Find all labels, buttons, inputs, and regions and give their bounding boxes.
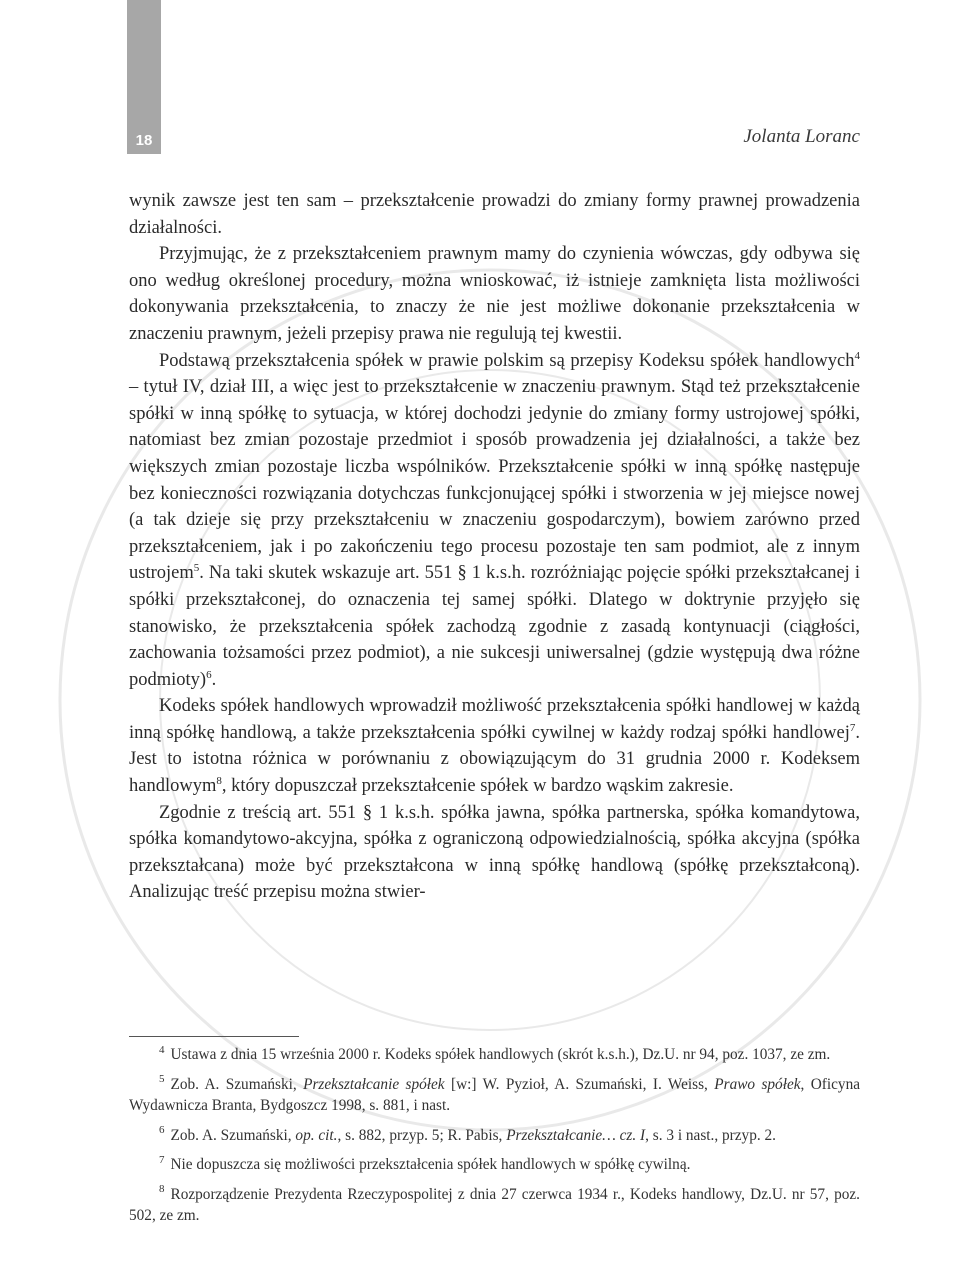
running-header-author: Jolanta Loranc	[743, 126, 860, 147]
footnote	[129, 1044, 860, 1066]
footnote-ref[interactable]: 6	[206, 668, 212, 681]
footnote-number: 8	[159, 1183, 165, 1196]
paragraph	[129, 693, 860, 799]
footnote-title: Przekształcanie spółek	[303, 1075, 445, 1093]
page-number: 18	[135, 132, 153, 149]
footnote-number: 5	[159, 1073, 165, 1086]
text-run: Podstawą przekształcenia spółek w prawie polskim są przepisy Kodeksu spółek handlowych	[159, 350, 855, 371]
main-text	[129, 188, 860, 906]
footnote-text: Zob. A. Szumański,	[170, 1075, 304, 1093]
footnote-number: 7	[159, 1153, 165, 1166]
text-run: .	[211, 669, 217, 690]
paragraph: Zgodnie z treścią art. 551 § 1 k.s.h. spółka jawna, spółka partnerska, spółka komandytowa, spółka komandytowo-akcyjna, spółka z ograniczoną odpowiedzialnością, spółka akcyjna (spółka przekształcana) może być przekształcona w inną spółkę handlową (spółkę przekształconą). Analizując treść przepisu można stwier-	[129, 802, 860, 903]
footnote-text: Ustawa z dnia 15 września 2000 r. Kodeks spółek handlowych (skrót k.s.h.), Dz.U. nr 94, poz. 1037, ze zm.	[170, 1046, 831, 1063]
paragraph: wynik zawsze jest ten sam – przekształcenie prowadzi do zmiany formy prawnej prowadzenia działalności.	[129, 191, 860, 238]
text-run: Kodeks spółek handlowych wprowadził możliwość przekształcenia spółki handlowej w każdą inną spółkę handlową, a także przekształcenia spółki cywilnej w każdy rodzaj spółki handlowej	[129, 696, 860, 743]
footnote-ref[interactable]: 4	[854, 349, 860, 362]
footnote-ref[interactable]: 8	[216, 774, 222, 787]
footnote-number: 6	[159, 1124, 165, 1137]
footnote-title: Przekształcanie… cz. I	[506, 1126, 646, 1144]
footnote	[129, 1184, 860, 1227]
text-run: . Jest to istotna różnica w porównaniu z obowiązującym do 31 grudnia 2000 r. Kodeksem handlowym	[129, 722, 860, 797]
footnote-text: , Oficyna Wydawnicza Branta, Bydgoszcz 1998, s. 881, i nast.	[129, 1075, 861, 1114]
footnote-text: [w:] W. Pyzioł, A. Szumański, I. Weiss,	[444, 1075, 715, 1093]
footnote-text: Zob. A. Szumański,	[170, 1126, 296, 1144]
footnote-text: Nie dopuszcza się możliwości przekształcenia spółek handlowych w spółkę cywilną.	[170, 1156, 691, 1173]
footnote-number: 4	[159, 1043, 165, 1056]
footnote	[129, 1154, 860, 1176]
footnote-title: op. cit.	[295, 1126, 338, 1144]
text-run: , który dopuszczał przekształcenie spółek w bardzo wąskim zakresie.	[221, 776, 734, 797]
footnote-divider	[129, 1036, 299, 1037]
footnote-ref[interactable]: 7	[849, 721, 856, 734]
footnotes	[129, 1044, 860, 1235]
footnote-ref[interactable]: 5	[193, 562, 200, 575]
text-run: – tytuł IV, dział III, a więc jest to przekształcenie w znaczeniu prawnym. Stąd też przekształcenie spółki w inną spółkę to sytuacja, w której dochodzi jedynie do zmiany formy ustrojowej spółki, natomiast bez zmian pozostaje przedmiot i sposób prowadzenia jej działalności, a także bez większych zmian pozostaje liczba wspólników. Przekształcenie spółki w inną spółkę następuje bez konieczności rozwiązania dotychczas funkcjonującej spółki i stworzenia w jej miejsce nowej (a tak dzieje się przy przekształceniu w znaczeniu gospodarczym), bowiem zarówno przed przekształceniem, jak i po zakończeniu tego procesu pozostaje ten sam podmiot, ale z innym ustrojem	[129, 377, 860, 584]
footnote-text: , s. 3 i nast., przyp. 2.	[645, 1126, 776, 1144]
footnote	[129, 1074, 860, 1117]
text-run: . Na taki skutek wskazuje art. 551 § 1 k.s.h. rozróżniając pojęcie spółki przekształcanej i spółki przekształconej, do oznaczenia tej samej spółki. Dlatego w doktrynie przyjęło się stanowisko, że przekształcenia spółek zachodzą zgodnie z zasadą kontynuacji (ciągłości, zachowania tożsamości przez podmiot), a nie sukcesji uniwersalnej (gdzie występują dwa różne podmioty)	[129, 563, 860, 690]
paragraph: Przyjmując, że z przekształceniem prawnym mamy do czynienia wówczas, gdy odbywa się ono według określonej procedury, można wnioskować, iż istnieje zamknięta lista możliwości dokonywania przekształcenia, to znaczy że nie jest możliwe dokonanie przekształcenia w znaczeniu prawnym, jeżeli przepisy prawa nie regulują tej kwestii.	[129, 244, 860, 344]
paragraph	[129, 348, 860, 694]
footnote-text: , s. 882, przyp. 5; R. Pabis,	[337, 1126, 507, 1144]
footnote	[129, 1125, 860, 1147]
footnote-text: Rozporządzenie Prezydenta Rzeczypospolitej z dnia 27 czerwca 1934 r., Kodeks handlowy, Dz.U. nr 57, poz. 502, ze zm.	[129, 1185, 860, 1224]
footnote-title: Prawo spółek	[714, 1075, 801, 1093]
